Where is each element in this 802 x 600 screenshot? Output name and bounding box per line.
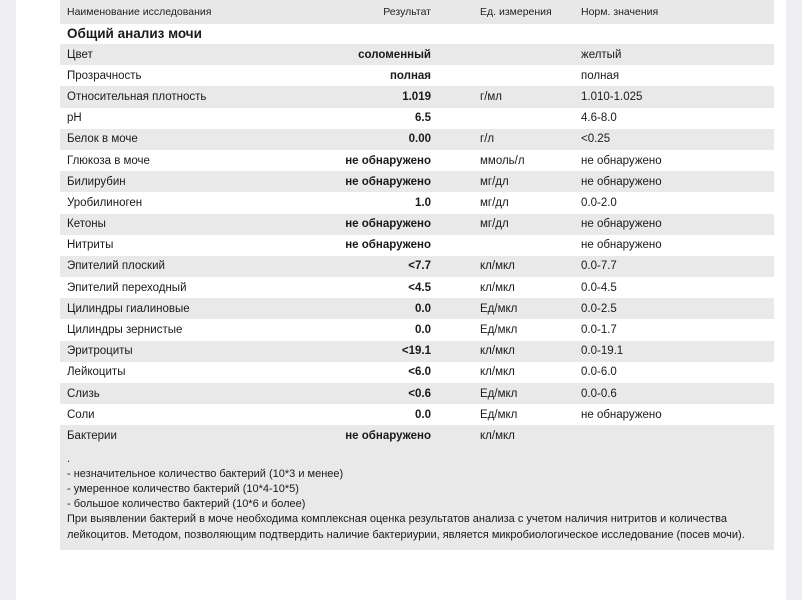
- table-header: [60, 0, 774, 24]
- row-result: не обнаружено: [345, 218, 431, 231]
- row-result: 1.0: [415, 196, 431, 209]
- row-name: Эритроциты: [67, 345, 133, 358]
- section-title: Общий анализ мочи: [60, 24, 774, 44]
- row-unit: г/л: [480, 133, 495, 146]
- row-result: не обнаружено: [345, 175, 431, 188]
- row-result: <0.6: [408, 387, 431, 400]
- row-unit: ммоль/л: [480, 154, 525, 167]
- row-name: Цвет: [67, 48, 93, 61]
- table-row: [60, 383, 774, 404]
- report-page: [16, 0, 786, 600]
- row-result: 0.00: [408, 133, 431, 146]
- row-norm: желтый: [581, 48, 622, 61]
- row-unit: кл/мкл: [480, 366, 515, 379]
- row-name: Цилиндры гиалиновые: [67, 302, 190, 315]
- table-row: [60, 341, 774, 362]
- row-norm: 0.0-2.5: [581, 302, 617, 315]
- row-name: Белок в моче: [67, 133, 138, 146]
- row-unit: Ед/мкл: [480, 387, 518, 400]
- row-norm: 0.0-19.1: [581, 345, 624, 358]
- row-name: Бактерии: [67, 429, 117, 442]
- row-result: <7.7: [408, 260, 431, 273]
- row-unit: Ед/мкл: [480, 408, 518, 421]
- row-result: <6.0: [408, 366, 431, 379]
- note-line: .: [67, 452, 71, 465]
- row-unit: г/мл: [480, 90, 503, 103]
- table-row: [60, 277, 774, 298]
- table-row: [60, 298, 774, 319]
- row-name: Уробилиноген: [67, 196, 143, 209]
- table-row: [60, 214, 774, 235]
- row-result: не обнаружено: [345, 239, 431, 252]
- row-norm: 0.0-1.7: [581, 324, 617, 337]
- row-name: Прозрачность: [67, 69, 142, 82]
- note-line: - умеренное количество бактерий (10*4-10*5): [67, 482, 299, 495]
- row-name: Глюкоза в моче: [67, 154, 150, 167]
- row-norm: 0.0-7.7: [581, 260, 617, 273]
- row-result: 0.0: [415, 324, 431, 337]
- results-table: [60, 44, 774, 447]
- row-name: Нитриты: [67, 239, 114, 252]
- row-result: 0.0: [415, 408, 431, 421]
- table-row: [60, 425, 774, 446]
- row-norm: полная: [581, 69, 620, 82]
- lab-report: [60, 0, 774, 550]
- table-row: [60, 404, 774, 425]
- row-norm: 0.0-6.0: [581, 366, 617, 379]
- row-unit: кл/мкл: [480, 429, 515, 442]
- header-result: Результат: [383, 6, 431, 18]
- table-row: [60, 235, 774, 256]
- row-result: <19.1: [401, 345, 431, 358]
- row-result: полная: [389, 69, 431, 82]
- row-norm: не обнаружено: [581, 154, 662, 167]
- row-name: Лейкоциты: [67, 366, 126, 379]
- table-row: [60, 171, 774, 192]
- table-row: [60, 192, 774, 213]
- table-row: [60, 129, 774, 150]
- row-name: Эпителий плоский: [67, 260, 165, 273]
- table-row: [60, 44, 774, 65]
- row-norm: не обнаружено: [581, 218, 662, 231]
- row-result: 0.0: [415, 302, 431, 315]
- note-line: - большое количество бактерий (10*6 и более): [67, 498, 306, 511]
- row-result: соломенный: [358, 48, 431, 61]
- row-name: Эпителий переходный: [67, 281, 187, 294]
- row-norm: <0.25: [581, 133, 611, 146]
- row-name: pH: [67, 112, 82, 125]
- row-norm: 0.0-4.5: [581, 281, 617, 294]
- row-norm: 0.0-2.0: [581, 196, 617, 209]
- row-name: Кетоны: [67, 218, 106, 231]
- header-name: Наименование исследования: [67, 6, 212, 18]
- notes-block: [60, 447, 774, 550]
- row-result: не обнаружено: [345, 429, 431, 442]
- row-result: не обнаружено: [345, 154, 431, 167]
- row-unit: мг/дл: [480, 175, 509, 188]
- row-norm: 0.0-0.6: [581, 387, 617, 400]
- table-row: [60, 256, 774, 277]
- row-norm: 4.6-8.0: [581, 112, 617, 125]
- row-unit: Ед/мкл: [480, 302, 518, 315]
- row-norm: не обнаружено: [581, 239, 662, 252]
- row-unit: кл/мкл: [480, 281, 515, 294]
- header-norm: Норм. значения: [581, 6, 659, 18]
- row-unit: Ед/мкл: [480, 324, 518, 337]
- row-unit: кл/мкл: [480, 345, 515, 358]
- row-norm: 1.010-1.025: [581, 90, 643, 103]
- table-row: [60, 319, 774, 340]
- table-row: [60, 150, 774, 171]
- table-row: [60, 86, 774, 107]
- row-result: 6.5: [415, 112, 431, 125]
- table-row: [60, 108, 774, 129]
- header-unit: Ед. измерения: [480, 6, 552, 18]
- row-result: 1.019: [402, 90, 431, 103]
- table-row: [60, 65, 774, 86]
- note-line: При выявлении бактерий в моче необходима комплексная оценка результатов анализа с учетом наличия нитритов и количества лейкоцитов. Методом, позволяющим подтвердить наличие бактериурии, является микробиологическое исследование (посев мочи).: [67, 513, 745, 541]
- row-norm: не обнаружено: [581, 408, 662, 421]
- row-name: Билирубин: [67, 175, 126, 188]
- row-unit: мг/дл: [480, 218, 509, 231]
- table-row: [60, 362, 774, 383]
- row-unit: мг/дл: [480, 196, 509, 209]
- row-norm: не обнаружено: [581, 175, 662, 188]
- row-result: <4.5: [408, 281, 431, 294]
- row-name: Цилиндры зернистые: [67, 324, 183, 337]
- row-name: Соли: [67, 408, 95, 421]
- row-name: Слизь: [67, 387, 100, 400]
- note-line: - незначительное количество бактерий (10*3 и менее): [67, 467, 344, 480]
- row-name: Относительная плотность: [67, 90, 207, 103]
- row-unit: кл/мкл: [480, 260, 515, 273]
